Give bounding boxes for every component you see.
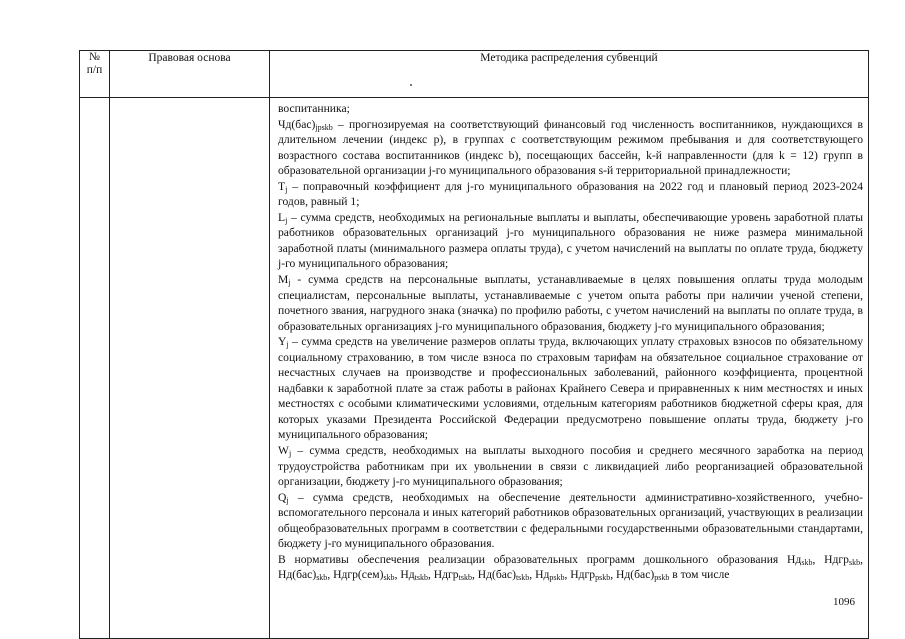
text-segment: , Ндгр <box>812 552 849 566</box>
methodology-paragraph <box>278 490 863 552</box>
text-segment: воспитанника; <box>278 102 350 115</box>
subscript-index: j <box>285 215 288 225</box>
subscript-index: tskb <box>414 573 428 583</box>
methodology-paragraph <box>278 210 863 272</box>
methodology-paragraph <box>278 117 863 179</box>
methodology-paragraph <box>278 101 863 117</box>
scan-speck <box>410 84 412 86</box>
header-number-abbrev: п/п <box>86 64 103 76</box>
text-segment: , Нд(бас) <box>278 552 863 582</box>
header-legal-basis: Правовая основа <box>110 51 270 98</box>
subscript-index: pskb <box>549 573 565 583</box>
number-cell <box>80 98 110 639</box>
subscript-index: j <box>288 278 291 288</box>
methodology-paragraph <box>278 272 863 334</box>
subscript-index: skb <box>801 557 813 567</box>
text-segment: В нормативы обеспечения реализации образовательных программ дошкольного образования Нд <box>278 552 802 566</box>
text-segment: Чд(бас) <box>278 117 316 131</box>
text-segment: – сумма средств, необходимых на обеспечение деятельности административно-хозяйственного, учебно-вспомогательного персонала и иных категорий работников образовательных организаций, участвующих в реализации общеобразовательных программ в соответствии с федеральными государственными образовательными стандартами, бюджету j-го муниципального образования. <box>278 490 863 551</box>
text-segment: – поправочный коэффициент для j-го муниципального образования на 2022 год и плановый период 2023-2024 годов, равный 1; <box>278 179 863 209</box>
text-segment: Q <box>278 490 287 504</box>
text-segment: T <box>278 179 286 193</box>
subscript-index: skb <box>848 557 861 567</box>
text-segment: – сумма средств, необходимых на региональные выплаты и выплаты, обеспечивающие уровень заработной платы работников образовательных организаций j-го муниципального образования не ниже размера минимальной заработной платы (минимального размера оплаты труда), с учетом начислений на выплаты по оплате труда, бюджету j-го муниципального образования; <box>278 210 863 271</box>
subscript-index: skb <box>383 573 395 583</box>
subscript-index: pskb <box>654 573 670 583</box>
text-segment: , Ндгр <box>427 568 459 582</box>
methodology-paragraph <box>278 179 863 210</box>
subscript-index: tskb <box>515 573 530 583</box>
table-body-row <box>80 98 869 639</box>
subscript-index: tskb <box>458 573 472 583</box>
header-number-cell <box>80 51 110 98</box>
text-segment: , Нд(бас) <box>471 568 516 582</box>
text-segment: – прогнозируемая на соответствующий финансовый год численность воспитанников, нуждающихся в длительном лечении (индекс p), в группах с соответствующим режимом пребывания и для соответствующего возрастного состава воспитанников (индекс b), посещающих бассейн, k-й направленности (для k = 12) групп в образовательной организации j-го муниципального образования s-й территориальной принадлежности; <box>278 117 863 178</box>
text-segment: W <box>278 444 289 458</box>
text-segment: M <box>278 273 289 287</box>
text-segment: в том числе <box>669 568 730 582</box>
table-header-row <box>80 51 869 98</box>
methodology-text <box>270 98 868 583</box>
text-segment: , Нд <box>529 568 550 582</box>
methodology-paragraph <box>278 334 863 443</box>
text-segment: , Нд <box>394 568 415 582</box>
page-number: 1096 <box>833 596 855 608</box>
methodology-cell <box>270 98 869 639</box>
subscript-index: skb <box>316 573 328 583</box>
text-segment: - сумма средств на персональные выплаты, устанавливаемые в целях повышения оплаты труда молодым специалистам, персональные выплаты, устанавливаемые с учетом опыта работы при наличии ученой степени, почетного звания, нагрудного знака (значка) по профилю работы, с учетом начислений на выплаты по оплате труда, в образовательных организациях j-го муниципального образования, бюджету j-го муниципального образования; <box>278 273 863 333</box>
text-segment: , Ндгр <box>564 568 596 582</box>
header-methodology: Методика распределения субвенций <box>270 51 869 98</box>
subscript-index: jpskb <box>315 122 333 132</box>
legal-basis-cell <box>110 98 270 639</box>
subscript-index: j <box>286 340 289 350</box>
subvention-table <box>79 50 869 639</box>
header-number-symbol: № <box>89 51 100 63</box>
subscript-index: j <box>286 495 289 505</box>
subscript-index: j <box>285 184 288 194</box>
methodology-paragraph <box>278 443 863 490</box>
text-segment: Y <box>278 335 287 349</box>
text-segment: , Нд(бас) <box>610 568 655 582</box>
text-segment: – сумма средств, необходимых на выплаты выходного пособия и среднего месячного заработка на период трудоустройства работникам при их увольнении в связи с ликвидацией либо реорганизацией образовательной организации, бюджету j-го муниципального образования; <box>278 444 863 489</box>
subscript-index: j <box>288 449 292 459</box>
text-segment: , Ндгр(сем) <box>327 568 384 582</box>
methodology-paragraph <box>278 552 863 583</box>
text-segment: L <box>278 210 286 224</box>
subscript-index: pskb <box>595 573 611 583</box>
text-segment: – сумма средств на увеличение размеров оплаты труда, включающих уплату страховых взносов по обязательному социальному страхованию, в том числе взноса по страховым тарифам на обязательное социальное страхование от несчастных случаев на производстве и профессиональных заболеваний, районного коэффициента, процентной надбавки к заработной плате за стаж работы в районах Крайнего Севера и приравненных к ним местностях и иных местностях с особыми климатическими условиями, отдельным категориям работников бюджетной сферы края, для которых указами Президента Российской Федерации предусмотрено повышение оплаты труда, бюджету j-го муниципального образования; <box>278 335 863 442</box>
